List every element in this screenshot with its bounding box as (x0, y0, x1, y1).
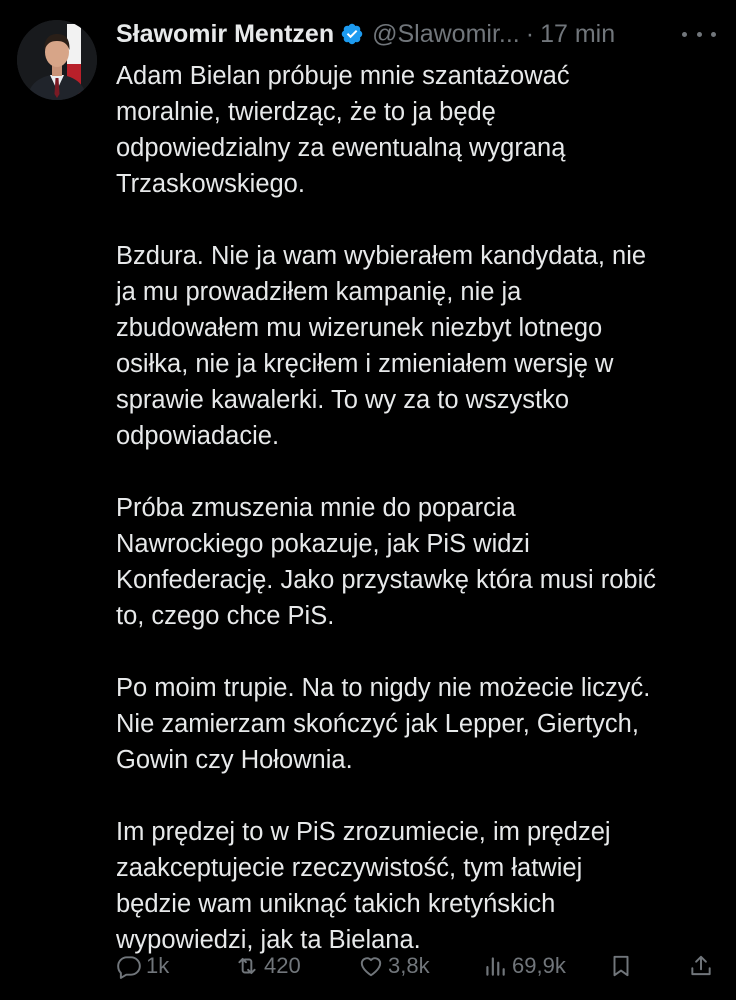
share-button[interactable] (688, 948, 718, 984)
tweet-text (116, 58, 716, 958)
heart-icon (358, 953, 384, 979)
tweet-header (116, 14, 716, 54)
tweet-paragraph: Adam Bielan próbuje mnie szantażować moralnie, twierdząc, że to ja będę odpowiedzialny za ewentualną wygraną Trzaskowskiego. (116, 62, 570, 198)
bookmark-icon (608, 953, 634, 979)
verified-badge-icon[interactable] (340, 22, 364, 46)
view-count: 69,9k (512, 953, 566, 978)
like-count: 3,8k (388, 953, 430, 978)
user-handle[interactable]: @Slawomir... (372, 19, 520, 48)
separator-dot: · (525, 19, 535, 48)
tweet-paragraph: Im prędzej to w PiS zrozumiecie, im prędzej zaakceptujecie rzeczywistość, tym łatwiej będzie wam uniknąć takich kretyńskich wypowiedzi, jak ta Bielana. (116, 818, 611, 954)
action-bar (116, 948, 716, 984)
timestamp[interactable]: 17 min (540, 19, 616, 48)
like-button[interactable] (358, 948, 430, 984)
reply-icon (116, 953, 142, 979)
avatar[interactable] (17, 20, 97, 100)
avatar-image (17, 20, 97, 100)
tweet-paragraph: Po moim trupie. Na to nigdy nie możecie liczyć. Nie zamierzam skończyć jak Lepper, Giertych, Gowin czy Hołownia. (116, 674, 651, 774)
reply-count: 1k (146, 953, 170, 978)
bookmark-button[interactable] (608, 948, 638, 984)
repost-icon (234, 953, 260, 979)
display-name[interactable]: Sławomir Mentzen (116, 19, 335, 48)
views-button[interactable] (482, 948, 566, 984)
reply-button[interactable] (116, 948, 169, 984)
tweet-paragraph: Próba zmuszenia mnie do poparcia Nawrockiego pokazuje, jak PiS widzi Konfederację. Jako przystawkę która musi robić to, czego chce PiS. (116, 494, 656, 630)
share-icon (688, 953, 714, 979)
views-icon (482, 953, 508, 979)
more-options-icon[interactable] (682, 24, 716, 44)
repost-count: 420 (264, 953, 301, 978)
repost-button[interactable] (234, 948, 301, 984)
tweet-paragraph: Bzdura. Nie ja wam wybierałem kandydata, nie ja mu prowadziłem kampanię, nie ja zbudowałem mu wizerunek niezbyt lotnego osiłka, nie ja kręciłem i zmieniałem wersję w sprawie kawalerki. To wy za to wszystko odpowiadacie. (116, 242, 647, 450)
